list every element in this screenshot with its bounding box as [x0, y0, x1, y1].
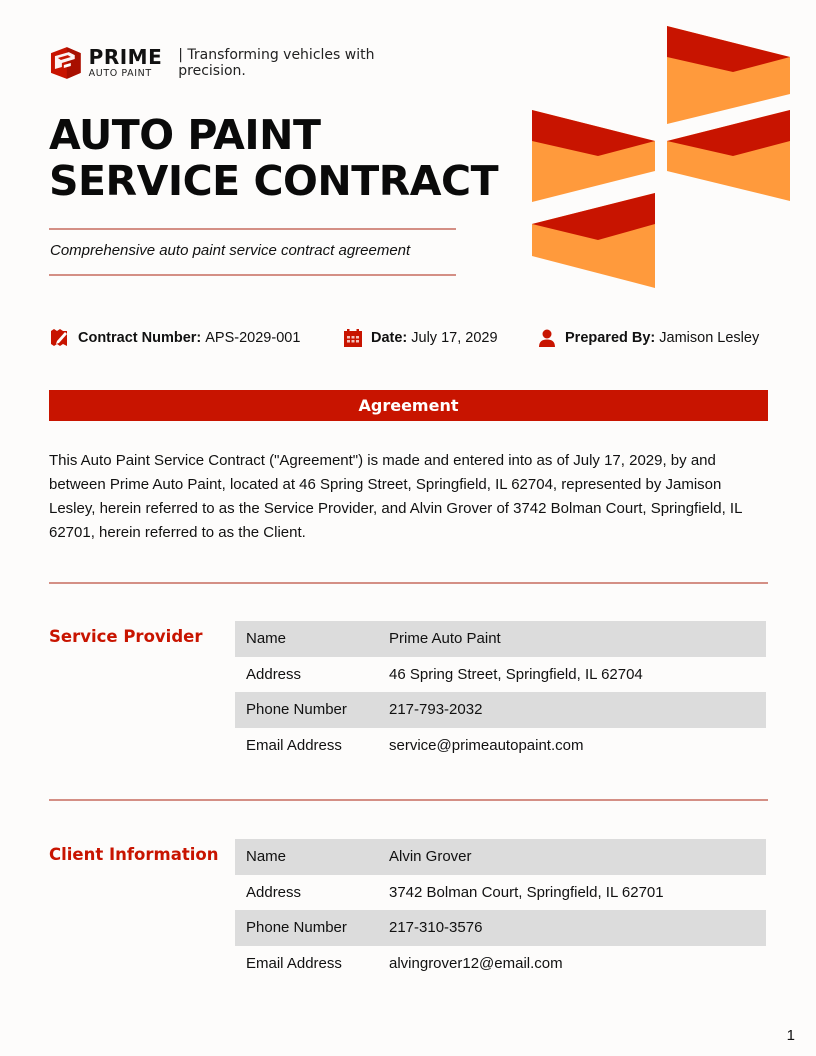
divider [49, 274, 456, 276]
date-value: July 17, 2029 [411, 330, 498, 346]
row-key: Email Address [246, 736, 342, 754]
client-information-table [235, 839, 766, 981]
row-value: Prime Auto Paint [378, 621, 766, 657]
logo-cube-icon [49, 45, 83, 81]
row-key: Address [246, 883, 302, 901]
table-row [235, 946, 766, 982]
prepared-by [537, 328, 759, 348]
subtitle: Comprehensive auto paint service contract agreement [50, 242, 411, 259]
user-icon [537, 328, 557, 348]
decorative-chevrons-graphic [532, 26, 790, 288]
contract-date [343, 328, 498, 348]
row-key: Phone Number [235, 910, 378, 946]
table-row [235, 692, 766, 728]
prepared-by-label: Prepared By: [565, 330, 656, 346]
agreement-heading: Agreement [49, 390, 768, 421]
table-row [235, 839, 766, 875]
row-key: Phone Number [235, 692, 378, 728]
service-provider-heading: Service Provider [49, 627, 203, 646]
service-provider-table [235, 621, 766, 763]
date-label: Date: [371, 330, 408, 346]
title-line-1: AUTO PAINT [49, 111, 321, 159]
row-value: service@primeautopaint.com [389, 736, 584, 754]
row-value: 217-310-3576 [378, 910, 766, 946]
brand-header [49, 44, 444, 82]
divider [49, 582, 768, 584]
row-value: 46 Spring Street, Springfield, IL 62704 [389, 665, 643, 683]
contract-number-label: Contract Number: [78, 330, 202, 346]
divider [49, 228, 456, 230]
page-number: 1 [786, 1027, 795, 1044]
row-key: Name [235, 839, 378, 875]
row-value: Alvin Grover [378, 839, 766, 875]
row-value: 217-793-2032 [378, 692, 766, 728]
row-key: Email Address [246, 954, 342, 972]
title-line-2: SERVICE CONTRACT [49, 157, 499, 205]
contract-number [50, 328, 300, 348]
prepared-by-value: Jamison Lesley [659, 330, 760, 346]
table-row [235, 910, 766, 946]
contract-number-value: APS-2029-001 [205, 330, 301, 346]
tagline: | Transforming vehicles with precision. [178, 47, 375, 79]
divider [49, 799, 768, 801]
page-title [49, 112, 498, 204]
logo-name: PRIME [88, 45, 163, 70]
agreement-text: This Auto Paint Service Contract ("Agreement") is made and entered into as of July 17, 2029, by and between Prime Auto Paint, located at 46 Spring Street, Springfield, IL 62704, represented by Jamison Lesley, herein referred to as the Service Provider, and Alvin Grover of 3742 Bolman Court, Springfield, IL 62701, herein referred to as the Client. [49, 452, 742, 541]
row-value: 3742 Bolman Court, Springfield, IL 62701 [389, 883, 664, 901]
table-row [235, 621, 766, 657]
row-key: Name [235, 621, 378, 657]
row-key: Address [246, 665, 302, 683]
table-row [235, 657, 766, 693]
calendar-icon [343, 328, 363, 348]
table-row [235, 728, 766, 764]
table-row [235, 875, 766, 911]
notebook-pen-icon [50, 328, 70, 348]
logo-subname: AUTO PAINT [88, 68, 152, 80]
row-value: alvingrover12@email.com [389, 954, 563, 972]
client-information-heading: Client Information [49, 845, 219, 864]
logo-wordmark [89, 47, 163, 79]
